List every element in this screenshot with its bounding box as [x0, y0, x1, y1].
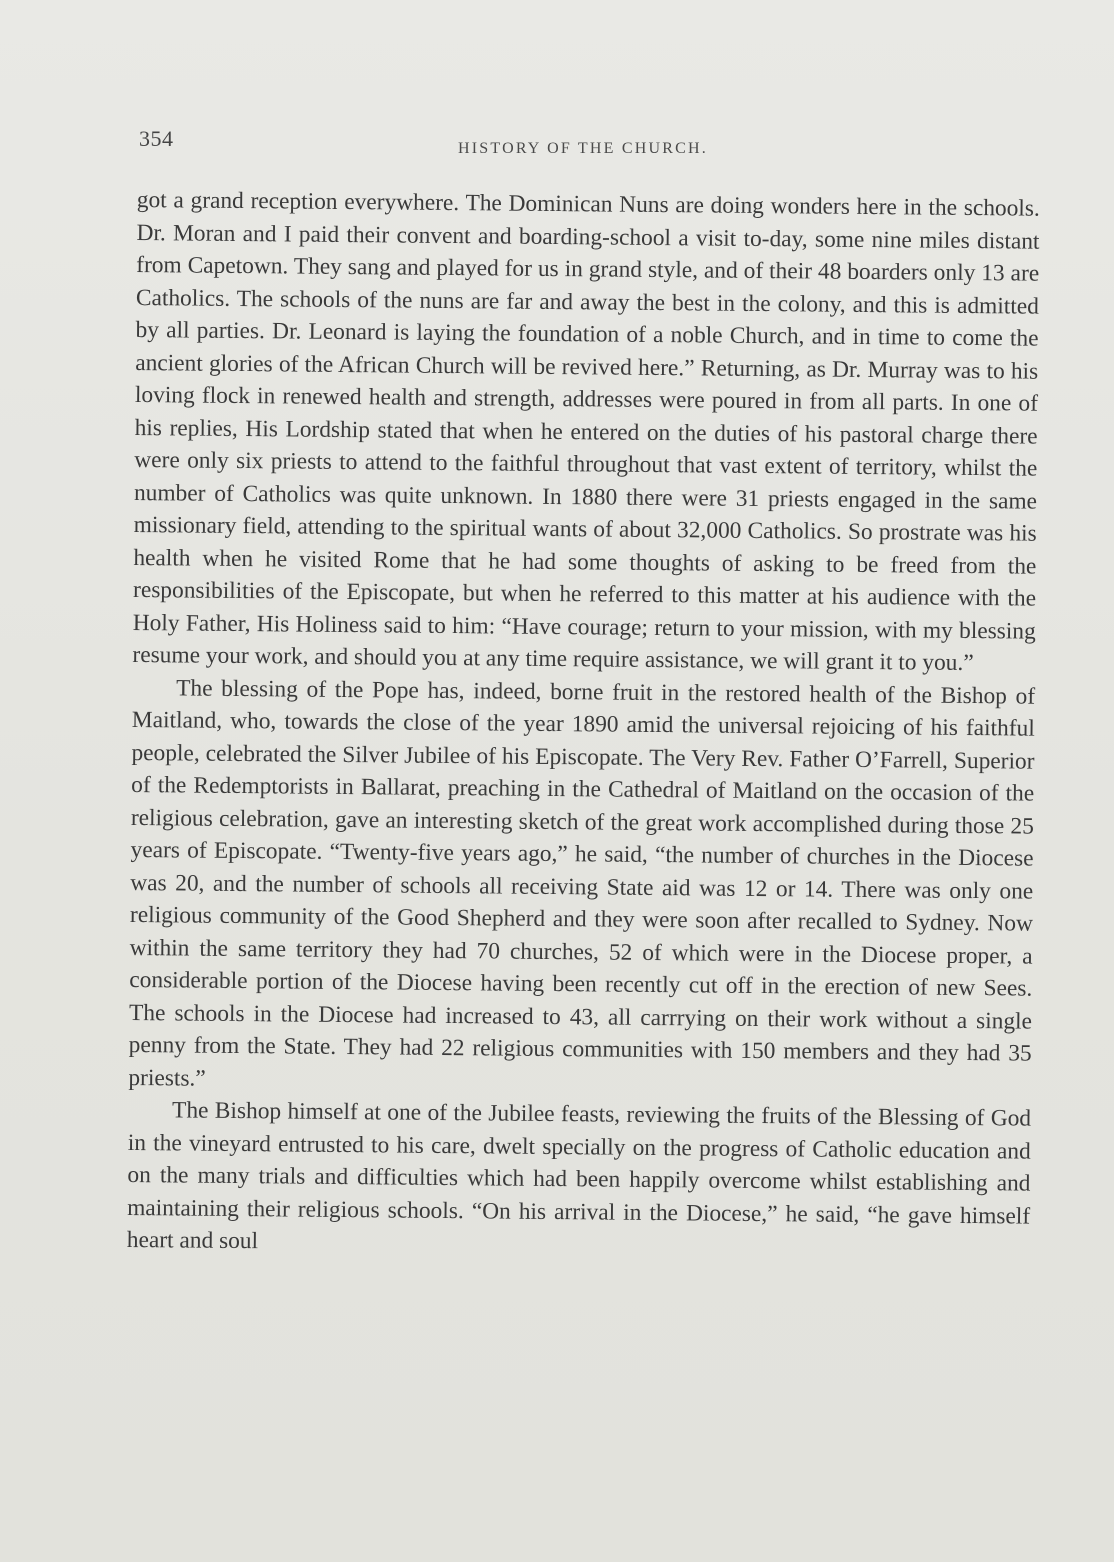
running-head: HISTORY OF THE CHURCH.: [458, 140, 708, 157]
body-text: [127, 184, 1040, 1265]
paragraph-bishop-jubilee: The Bishop himself at one of the Jubilee feasts, reviewing the fruits of the Blessing of God in the vineyard entrusted to his care, dwelt specially on the progress of Catholic education and on the many trials and difficulties which had been happily overcome whilst establishing and maintaining their religious schools. “On his arrival in the Diocese,” he said, “he gave himself heart and soul: [126, 1097, 1032, 1255]
paragraph-blessing-of-the-pope: The blessing of the Pope has, indeed, borne fruit in the restored health of the Bishop of Maitland, who, towards the close of the year 1890 amid the universal rejoicing of his faithful people, celebrated the Silver Jubilee of his Episcopate. The Very Rev. Father O’Farrell, Superior of the Redemptorists in Ballarat, preaching in the Cathedral of Maitland on the occasion of the religious celebration, gave an interesting sketch of the great work accomplished during those 25 years of Episcopate. “Twenty-five years ago,” he said, “the number of churches in the Diocese was 20, and the number of schools all receiving State aid was 12 or 14. There was only one religious community of the Good Shepherd and they were soon after recalled to Sydney. Now within the same territory they had 70 churches, 52 of which were in the Diocese proper, a considerable portion of the Diocese having been recently cut off in the erection of new Sees. The schools in the Diocese had increased to 43, all carrrying on their work without a single penny from the State. They had 22 religious communities with 150 members and they had 35 priests.”: [128, 674, 1036, 1092]
paragraph-continuation: got a grand reception everywhere. The Dominican Nuns are doing wonders here in the schools. Dr. Moran and I paid their convent and boarding-school a visit to-day, some nine miles distant from Capetown. They sang and played for us in grand style, and of their 48 boarders only 13 are Catholics. The schools of the nuns are far and away the best in the colony, and this is admitted by all parties. Dr. Leonard is laying the foundation of a noble Church, and in time to come the ancient glories of the African Church will be revived here.” Returning, as Dr. Murray was to his loving flock in renewed health and strength, addresses were poured in from all parts. In one of his replies, His Lordship stated that when he entered on the duties of his pastoral charge there were only six priests to attend to the faithful throughout that vast extent of territory, whilst the number of Catholics was quite unknown. In 1880 there were 31 priests engaged in the same missionary field, attending to the spiritual wants of about 32,000 Catholics. So prostrate was his health when he visited Rome that he had some thoughts of asking to be freed from the responsibilities of the Episcopate, but when he referred to this matter at his audience with the Holy Father, His Holiness said to him: “Have courage; return to your mission, with my blessing resume your work, and should you at any time require assistance, we will grant it to you.”: [132, 186, 1040, 677]
page-number: 354: [139, 126, 174, 151]
